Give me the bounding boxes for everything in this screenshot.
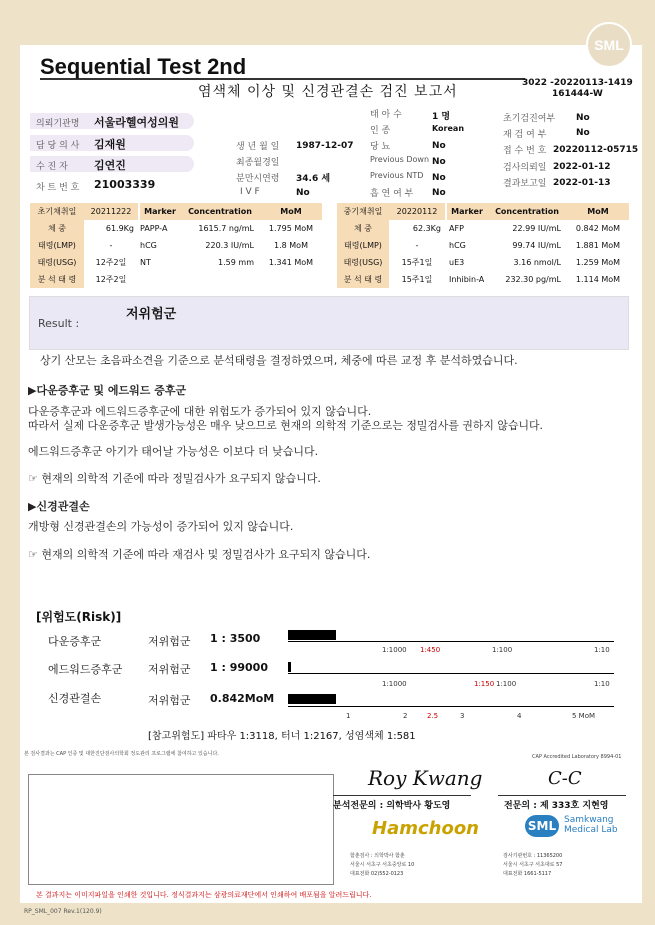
prev-down-value: No: [432, 157, 446, 167]
request-date-label: 검사의뢰일: [503, 163, 547, 173]
request-date-value: 2022-01-12: [553, 162, 611, 172]
receipt-label: 접 수 번 호: [503, 146, 547, 156]
race-label: 인 종: [370, 126, 391, 136]
reference-risk: [참고위험도] 파타우 1:3118, 터너 1:2167, 성염색체 1:581: [148, 731, 416, 742]
retest-label: 재 검 여 부: [503, 130, 547, 140]
table-row: 태령(LMP) - hCG 99.74 IU/mL 1.881 MoM: [337, 237, 629, 254]
birth-value: 1987-12-07: [296, 141, 354, 151]
risk-value-down: 1 : 3500: [210, 632, 261, 645]
fetus-value: 1 명: [432, 112, 451, 122]
down-conclusion: ☞ 현재의 의학적 기준에 따라 정밀검사가 요구되지 않습니다.: [28, 472, 321, 485]
report-title: Sequential Test 2nd: [40, 54, 525, 80]
examinee-value: 김연진: [94, 159, 126, 172]
risk-level-down: 저위험군: [148, 635, 191, 648]
signature-1: Roy Kwang: [368, 766, 483, 790]
examinee-label: 수 진 자: [36, 162, 68, 172]
risk-value-ntd: 0.842MoM: [210, 692, 275, 705]
section-heading-ntd: ▶신경관결손: [28, 500, 90, 513]
hamchoon-addr-2: 서울시 서초구 서초중앙로 10: [350, 862, 415, 868]
report-page: SML Sequential Test 2nd 염색체 이상 및 신경관결손 검진 보고서 3022 -20220113-1419 161444-W 의뢰기관명 서울라헬여성의원 담 당 의 사 김재원 수 진 자 김연진 차 트 번 호 21003339 생 년 월 일 1987-12-07 최종월경일 분만시연령 34.6 세 I V F No 태 아 수 1 명 인 종 Korean 당 뇨 No Previous Down No Previous NTD No 흡 연 여 부 No 초기검진여부 No 재 검 여 부 No 접 수 번 호 20220112-05715 검사의뢰일 2022-01-12 결과보고일 2022-01-13 초기채취일 20211222 Marker Concentration MoM 체 중 61.9Kg PAPP-A 1615.7 ng/mL 1.795 MoM 태령(LMP) - hCG 220.3 IU/mL 1.8 MoM 태령(USG) 12주2일 NT 1.59 mm 1.341 MoM 분 석 태 령 12주2일 중기채취일 20220112 Marker Concentration MoM 체 중 62.3Kg AFP 22.99 IU/mL 0.842 MoM 태령(LMP) - hCG 99.74 IU/mL 1.881 MoM 태령(USG) 15주1일 uE3 3.16 nmol/L 1.259 MoM 분 석 태 령 15주1일 Inhibin-A 232.30 pg/mL 1.114 MoM Result : 저위험군 상기 산모는 초음파소견을 기준으로 분석태령을 결정하였으며, 체중에 따른 교정 후 분석하였습니다. ▶다운증후군 및 에드워드 증후군 다운증후군과 에드워드증후군에 대한 위험도가 증가되어 있지 않습니다. 따라서 실제 다운증후군 발생가능성은 매우 낮으므로 현재의 의학적 기준으로는 정밀검사를 권하지 않습니다. 에드워드증후군 아기가 태어날 가능성은 이보다 더 낮습니다. ☞ 현재의 의학적 기준에 따라 정밀검사가 요구되지 않습니다. ▶신경관결손 개방형 신경관결손의 가능성이 증가되어 있지 않습니다. ☞ 현재의 의학적 기준에 따라 재검사 및 정밀검사가 요구되지 않습니다. [위험도(Risk)] 다운증후군 저위험군 1 : 3500 1:1000 1:450 1:100 1:10 에드워드증후군 저위험군 1 : 99000 1:1000 1:150 1:100 1:10 신경관결손 저위험군 0.842MoM 1 2 2.5 3 4 5 MoM [참고위험도] 파타우 1:3118, 터너 1:2167, 성염색체 1:581 본 검사결과는 CAP 인증 및 대한진단검사의학회 정도관리 프로그램에 참여하고 있습니다. CAP Accredited Laboratory 8994-01 Roy Kwang 분석전문의 : 의학박사 황도영 C-C 전문의 : 제 333호 지현영 Hamchoon SML Samkwang Medical Lab 함춘검사 : 의학박사 함춘 서울시 서초구 서초중앙로 10 대표전화 02)552-0123 검사기관번호 : 11365200 서울시 서초구 서초대로 57 대표전화 1661-5117 본 결과지는 이미지파일을 인쇄한 것입니다. 정식결과지는 삼광의료재단에서 인쇄하여 배포됨을 알려드립니다. RP_SML_007 Rev.1(120.9): [0, 0, 655, 925]
print-notice: 본 결과지는 이미지파일을 인쇄한 것입니다. 정식결과지는 삼광의료재단에서 인쇄하여 배포됨을 알려드립니다.: [36, 891, 372, 899]
risk-level-ntd: 저위험군: [148, 694, 191, 707]
risk-bar-down: [288, 630, 336, 640]
table-row: 체 중 61.9Kg PAPP-A 1615.7 ng/mL 1.795 MoM: [30, 220, 322, 237]
risk-name-down: 다운증후군: [48, 635, 102, 648]
fetus-label: 태 아 수: [370, 110, 402, 120]
risk-axis-down: [288, 641, 614, 642]
chart-value: 21003339: [94, 178, 156, 191]
lmp-label: 최종월경일: [236, 158, 280, 168]
result-label: Result :: [38, 317, 80, 330]
table-row: 태령(USG) 12주2일 NT 1.59 mm 1.341 MoM: [30, 254, 322, 271]
table-row: 분 석 태 령 15주1일 Inhibin-A 232.30 pg/mL 1.114 MoM: [337, 271, 629, 288]
report-subtitle: 염색체 이상 및 신경관결손 검진 보고서: [198, 84, 458, 100]
doctor-value: 김재원: [94, 138, 126, 151]
prev-ntd-value: No: [432, 173, 446, 183]
table-row: 중기채취일 20220112 Marker Concentration MoM: [337, 203, 629, 220]
sml-logo: SML: [586, 22, 632, 68]
age-value: 34.6 세: [296, 174, 331, 184]
sml-small-logo: SML: [525, 815, 559, 837]
report-date-label: 결과보고일: [503, 179, 547, 189]
report-date-value: 2022-01-13: [553, 178, 611, 188]
cap-number: CAP Accredited Laboratory 8994-01: [532, 754, 622, 760]
risk-axis-edwards: [288, 673, 614, 674]
retest-value: No: [576, 128, 590, 138]
chart-label: 차 트 번 호: [36, 183, 80, 193]
hamchoon-addr-1: 함춘검사 : 의학박사 함춘: [350, 853, 405, 859]
risk-name-edwards: 에드워드증후군: [48, 663, 123, 676]
analyst-signature: 분석전문의 : 의학박사 황도영: [333, 801, 451, 811]
accreditation-note: 본 검사결과는 CAP 인증 및 대한진단검사의학회 정도관리 프로그램에 참여하고 있습니다.: [24, 751, 219, 757]
early-label: 초기검진여부: [503, 114, 556, 124]
second-trimester-table: [337, 203, 629, 289]
receipt-value: 20220112-05715: [553, 145, 639, 155]
ivf-value: No: [296, 188, 310, 198]
sml-addr-2: 서울시 서초구 서초대로 57: [503, 862, 563, 868]
risk-level-edwards: 저위험군: [148, 663, 191, 676]
blank-comment-box: [28, 774, 334, 885]
smoke-label: 흡 연 여 부: [370, 189, 414, 199]
table-row: 체 중 62.3Kg AFP 22.99 IU/mL 0.842 MoM: [337, 220, 629, 237]
ntd-text: 개방형 신경관결손의 가능성이 증가되어 있지 않습니다.: [28, 520, 294, 533]
form-revision: RP_SML_007 Rev.1(120.9): [24, 908, 102, 915]
table-row: 초기채취일 20211222 Marker Concentration MoM: [30, 203, 322, 220]
institution-value: 서울라헬여성의원: [94, 116, 180, 129]
hamchoon-logo: Hamchoon: [372, 818, 479, 839]
edwards-text: 에드워드증후군 아기가 태어날 가능성은 이보다 더 낮습니다.: [28, 445, 319, 458]
prev-ntd-label: Previous NTD: [370, 171, 424, 180]
early-value: No: [576, 113, 590, 123]
result-box: [29, 296, 629, 350]
sml-addr-3: 대표전화 1661-5117: [503, 871, 552, 877]
birth-label: 생 년 월 일: [236, 142, 280, 152]
down-recommend-text: 따라서 실제 다운증후군 발생가능성은 매우 낮으므로 현재의 의학적 기준으로는 정밀검사를 권하지 않습니다.: [28, 419, 543, 432]
hamchoon-addr-3: 대표전화 02)552-0123: [350, 871, 404, 877]
diabetes-label: 당 뇨: [370, 142, 391, 152]
risk-title: [위험도(Risk)]: [36, 610, 122, 624]
analysis-note: 상기 산모는 초음파소견을 기준으로 분석태령을 결정하였으며, 체중에 따른 교정 후 분석하였습니다.: [40, 354, 518, 367]
ntd-conclusion: ☞ 현재의 의학적 기준에 따라 재검사 및 정밀검사가 요구되지 않습니다.: [28, 548, 371, 561]
prev-down-label: Previous Down: [370, 155, 430, 164]
risk-name-ntd: 신경관결손: [48, 692, 102, 705]
table-row: 태령(LMP) - hCG 220.3 IU/mL 1.8 MoM: [30, 237, 322, 254]
risk-bar-ntd: [288, 694, 336, 704]
age-label: 분만시연령: [236, 174, 280, 184]
smoke-value: No: [432, 188, 446, 198]
down-risk-text: 다운증후군과 에드워드증후군에 대한 위험도가 증가되어 있지 않습니다.: [28, 405, 372, 418]
race-value: Korean: [432, 124, 465, 133]
doctor-label: 담 당 의 사: [36, 141, 80, 151]
sml-addr-1: 검사기관번호 : 11365200: [503, 853, 563, 859]
first-trimester-table: [30, 203, 322, 289]
risk-bar-edwards: [288, 662, 291, 672]
table-row: 태령(USG) 15주1일 uE3 3.16 nmol/L 1.259 MoM: [337, 254, 629, 271]
result-value: 저위험군: [126, 307, 177, 322]
institution-label: 의뢰기관명: [36, 119, 80, 129]
ivf-label: I V F: [240, 187, 260, 197]
signature-2: C-C: [548, 768, 582, 789]
section-heading-down-edwards: ▶다운증후군 및 에드워드 증후군: [28, 384, 187, 397]
risk-value-edwards: 1 : 99000: [210, 661, 268, 674]
table-row: 분 석 태 령 12주2일: [30, 271, 322, 288]
specialist-signature: 전문의 : 제 333호 지현영: [504, 801, 609, 811]
diabetes-value: No: [432, 141, 446, 151]
sml-name: Samkwang Medical Lab: [564, 815, 618, 835]
registration-number: 3022 -20220113-1419 161444-W: [522, 78, 633, 99]
risk-axis-ntd: [288, 706, 614, 707]
